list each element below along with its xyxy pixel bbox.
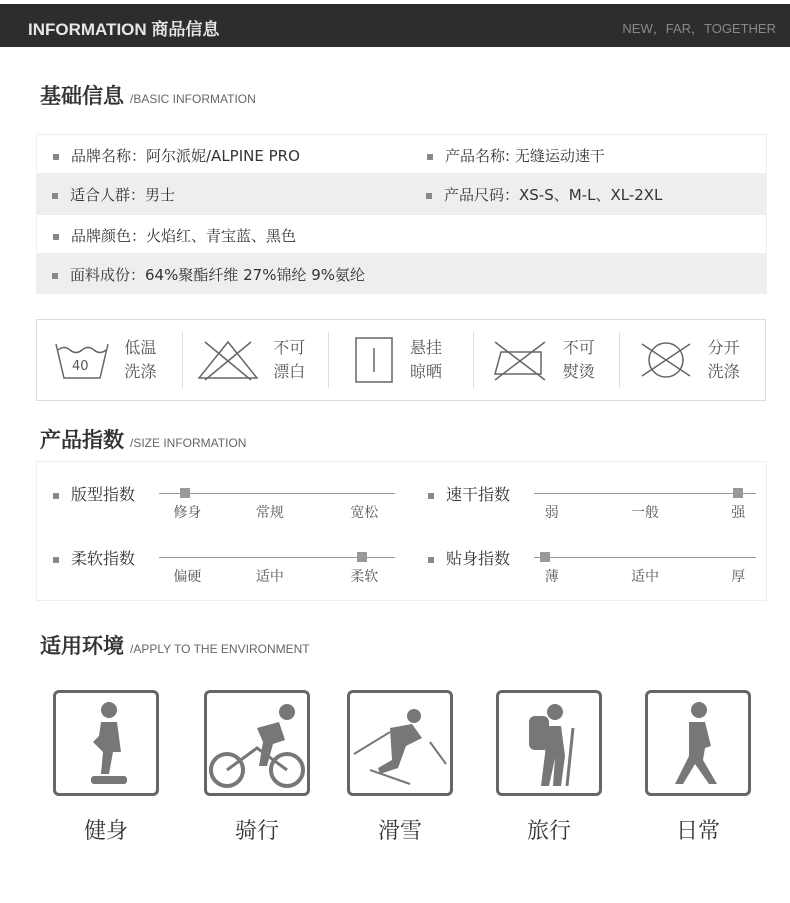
index-track (534, 493, 756, 494)
index-marker (540, 552, 550, 562)
size-index-panel (36, 461, 767, 601)
hang-dry-icon (352, 336, 396, 384)
env-travel (494, 690, 604, 845)
env-heading (40, 630, 310, 660)
wash-40-icon (54, 338, 110, 382)
index-track (159, 557, 395, 558)
hiking-icon (496, 690, 602, 796)
tick-label: 适中 (255, 569, 284, 585)
index-track (534, 557, 756, 558)
env-daily (643, 690, 753, 845)
index-fit (37, 462, 382, 521)
tick-label: 薄 (544, 569, 559, 585)
care-label: 不可漂白 (273, 338, 306, 381)
wash-separately-icon (638, 338, 694, 382)
care-instructions (36, 319, 766, 401)
env-label: 健身 (83, 819, 128, 844)
target-group: 适合人群：男士 (70, 186, 176, 204)
care-item (37, 332, 183, 388)
env-skiing (345, 690, 455, 845)
info-row (36, 174, 767, 214)
care-item (183, 332, 329, 388)
care-label: 悬挂晾晒 (409, 338, 442, 381)
care-item (474, 332, 620, 388)
index-marker (733, 488, 743, 498)
section-title: 适用环境 (40, 634, 124, 658)
no-iron-icon (491, 338, 549, 382)
section-subtitle: /APPLY TO THE ENVIRONMENT (130, 642, 310, 656)
care-item (329, 332, 475, 388)
index-fit-body (412, 526, 757, 585)
tick-label: 适中 (631, 569, 659, 585)
env-cycling (202, 690, 312, 845)
index-quick-dry (412, 462, 757, 521)
index-marker (180, 488, 190, 498)
index-label: 速干指数 (446, 485, 511, 504)
tick-label: 柔软 (350, 569, 379, 585)
env-fitness (51, 690, 161, 845)
cycling-icon (204, 690, 310, 796)
env-label: 日常 (675, 819, 720, 844)
walking-icon (645, 690, 751, 796)
fabric-composition: 面料成份：64%聚酯纤维 27%锦纶 9%氨纶 (70, 266, 366, 284)
env-label: 骑行 (234, 819, 279, 844)
header-bar (0, 4, 790, 47)
basic-heading (40, 80, 256, 110)
product-name: 产品名称: 无缝运动速干 (445, 147, 605, 165)
size-heading (40, 424, 246, 454)
header-title: INFORMATION 商品信息 (28, 20, 220, 39)
index-label: 贴身指数 (446, 549, 511, 568)
tick-label: 一般 (631, 505, 659, 521)
svg-text:40: 40 (72, 359, 89, 374)
header-slogan: NEW，FAR，TOGETHER (622, 21, 776, 36)
info-row (36, 254, 767, 294)
tick-label: 厚 (731, 569, 746, 585)
care-label: 低温洗涤 (124, 338, 157, 381)
section-subtitle: /SIZE INFORMATION (130, 436, 247, 450)
care-label: 不可熨烫 (562, 338, 595, 381)
brand-colors: 品牌颜色：火焰红、青宝蓝、黑色 (71, 227, 297, 245)
tick-label: 弱 (544, 505, 559, 521)
product-sizes: 产品尺码：XS-S、M-L、XL-2XL (444, 186, 663, 204)
tick-label: 宽松 (350, 505, 379, 521)
brand-name: 品牌名称：阿尔派妮/ALPINE PRO (71, 147, 300, 165)
basic-info-table (36, 134, 767, 294)
index-softness (37, 526, 382, 585)
index-marker (357, 552, 367, 562)
index-label: 柔软指数 (71, 549, 136, 568)
info-row (36, 214, 767, 254)
tick-label: 修身 (173, 505, 202, 521)
section-title: 产品指数 (40, 428, 124, 452)
care-item (620, 332, 765, 388)
tick-label: 偏硬 (173, 569, 202, 585)
no-bleach-icon (197, 338, 259, 382)
section-subtitle: /BASIC INFORMATION (130, 92, 256, 106)
tick-label: 常规 (255, 505, 284, 521)
tick-label: 强 (731, 505, 746, 521)
care-label: 分开洗涤 (707, 338, 740, 381)
section-title: 基础信息 (40, 84, 124, 108)
env-label: 滑雪 (377, 819, 422, 844)
index-label: 版型指数 (71, 485, 136, 504)
info-row (36, 134, 767, 174)
index-track (159, 493, 395, 494)
fitness-icon (53, 690, 159, 796)
skiing-icon (347, 690, 453, 796)
env-label: 旅行 (526, 819, 571, 844)
